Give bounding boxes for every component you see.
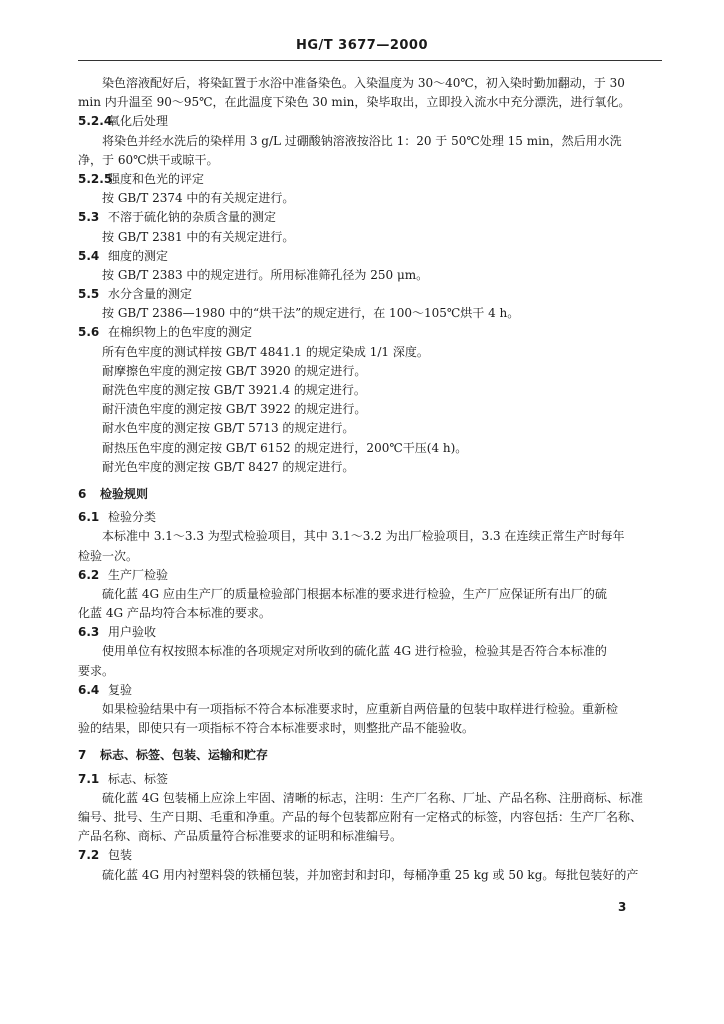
clause-number: 7.2 bbox=[78, 848, 100, 863]
section-number: 6 bbox=[78, 486, 87, 501]
section-title: 检验规则 bbox=[100, 486, 149, 501]
body-line: 将染色并经水洗后的染样用 3 g/L 过硼酸钠溶液按浴比 1：20 于 50℃处理 15 min，然后用水洗 bbox=[102, 133, 622, 148]
clause-number: 5.6 bbox=[78, 325, 100, 340]
body-line: 染色溶液配好后，将染缸置于水浴中准备染色。入染温度为 30～40℃，初入染时勤加翻动，于 30 bbox=[102, 76, 625, 90]
clause-title: 用户验收 bbox=[108, 625, 157, 640]
body-line: 按 GB/T 2386—1980 中的“烘干法”的规定进行，在 100～105℃烘干 4 h。 bbox=[102, 306, 520, 321]
clause-number: 6.2 bbox=[78, 567, 100, 582]
body-line: 如果检验结果中有一项指标不符合本标准要求时，应重新自两倍量的包装中取样进行检验。重新检 bbox=[102, 702, 619, 716]
clause-title: 强度和色光的评定 bbox=[108, 171, 205, 186]
clause-title: 细度的测定 bbox=[108, 248, 169, 263]
clause-heading-5-2-4 bbox=[78, 112, 662, 131]
body-line: 硫化蓝 4G 应由生产厂的质量检验部门根据本标准的要求进行检验，生产厂应保证所有出厂的硫 bbox=[102, 586, 607, 601]
clause-heading-5-5 bbox=[78, 285, 662, 304]
body-line: 耐光色牢度的测定按 GB/T 8427 的规定进行。 bbox=[102, 459, 355, 474]
standard-number-header: HG/T 3677—2000 bbox=[295, 38, 429, 53]
body-line: 耐水色牢度的测定按 GB/T 5713 的规定进行。 bbox=[102, 421, 355, 436]
body-line: 耐洗色牢度的测定按 GB/T 3921.4 的规定进行。 bbox=[102, 383, 366, 397]
clause-heading-5-4 bbox=[78, 247, 662, 266]
body-line: 检验一次。 bbox=[78, 548, 139, 563]
clause-number: 5.2.4 bbox=[78, 114, 113, 129]
body-line: 产品名称、商标、产品质量符合标准要求的证明和标准编号。 bbox=[78, 829, 403, 844]
body-line: 硫化蓝 4G 包装桶上应涂上牢固、清晰的标志，注明：生产厂名称、厂址、产品名称、注册商标、标准 bbox=[102, 790, 643, 805]
clause-heading-6-4 bbox=[78, 681, 662, 700]
clause-heading-5-6 bbox=[78, 323, 662, 342]
clause-number: 7.1 bbox=[78, 771, 100, 786]
document-body bbox=[78, 74, 662, 885]
clause-number: 6.1 bbox=[78, 510, 100, 525]
body-line: 使用单位有权按照本标准的各项规定对所收到的硫化蓝 4G 进行检验，检验其是否符合本标准的 bbox=[102, 644, 607, 659]
clause-title: 在棉织物上的色牢度的测定 bbox=[108, 325, 253, 340]
clause-number: 6.4 bbox=[78, 682, 100, 697]
section-heading-7 bbox=[78, 746, 662, 765]
body-line: 耐汗渍色牢度的测定按 GB/T 3922 的规定进行。 bbox=[102, 402, 367, 417]
clause-number: 5.2.5 bbox=[78, 171, 113, 186]
clause-number: 5.5 bbox=[78, 287, 100, 302]
body-line: 按 GB/T 2374 中的有关规定进行。 bbox=[102, 191, 295, 206]
body-line: 净，于 60℃烘干或晾干。 bbox=[78, 152, 219, 167]
body-line: 化蓝 4G 产品均符合本标准的要求。 bbox=[78, 606, 271, 621]
clause-heading-6-1 bbox=[78, 508, 662, 527]
body-line: 本标准中 3.1～3.3 为型式检验项目，其中 3.1～3.2 为出厂检验项目，3.3 在连续正常生产时每年 bbox=[102, 529, 625, 544]
body-line: 按 GB/T 2383 中的规定进行。所用标准筛孔径为 250 μm。 bbox=[102, 267, 429, 282]
section-heading-6 bbox=[78, 485, 662, 504]
clause-heading-7-1 bbox=[78, 770, 662, 789]
clause-heading-5-3 bbox=[78, 208, 662, 227]
page-number: 3 bbox=[618, 900, 627, 914]
clause-heading-6-3 bbox=[78, 623, 662, 642]
body-line: 耐热压色牢度的测定按 GB/T 6152 的规定进行，200℃干压(4 h)。 bbox=[102, 440, 468, 455]
clause-title: 标志、标签 bbox=[108, 771, 169, 786]
clause-title: 包装 bbox=[108, 848, 133, 863]
clause-number: 5.3 bbox=[78, 210, 100, 225]
clause-title: 氧化后处理 bbox=[108, 114, 169, 129]
body-line: 要求。 bbox=[78, 663, 115, 678]
clause-title: 检验分类 bbox=[108, 510, 157, 525]
body-line: 所有色牢度的测试样按 GB/T 4841.1 的规定染成 1/1 深度。 bbox=[102, 344, 429, 359]
clause-title: 生产厂检验 bbox=[108, 567, 169, 582]
body-line: 耐摩擦色牢度的测定按 GB/T 3920 的规定进行。 bbox=[102, 363, 367, 378]
header-divider bbox=[78, 60, 662, 61]
clause-heading-6-2 bbox=[78, 566, 662, 585]
section-number: 7 bbox=[78, 748, 87, 763]
clause-number: 5.4 bbox=[78, 248, 100, 263]
clause-title: 水分含量的测定 bbox=[108, 287, 193, 302]
clause-title: 不溶于硫化钠的杂质含量的测定 bbox=[108, 210, 277, 225]
body-line: 硫化蓝 4G 用内衬塑料袋的铁桶包装，并加密封和封印，每桶净重 25 kg 或 50 kg。每批包装好的产 bbox=[102, 867, 639, 882]
body-line: 按 GB/T 2381 中的有关规定进行。 bbox=[102, 229, 295, 244]
body-line: min 内升温至 90～95℃，在此温度下染色 30 min，染毕取出，立即投入流水中充分漂洗，进行氧化。 bbox=[78, 95, 631, 110]
section-title: 标志、标签、包装、运输和贮存 bbox=[100, 748, 269, 763]
body-line: 验的结果，即使只有一项指标不符合本标准要求时，则整批产品不能验收。 bbox=[78, 721, 475, 736]
clause-title: 复验 bbox=[108, 682, 133, 697]
clause-heading-5-2-5 bbox=[78, 170, 662, 189]
clause-heading-7-2 bbox=[78, 846, 662, 865]
body-line: 编号、批号、生产日期、毛重和净重。产品的每个包装都应附有一定格式的标签，内容包括：生产厂名称、 bbox=[78, 809, 643, 824]
clause-number: 6.3 bbox=[78, 625, 100, 640]
